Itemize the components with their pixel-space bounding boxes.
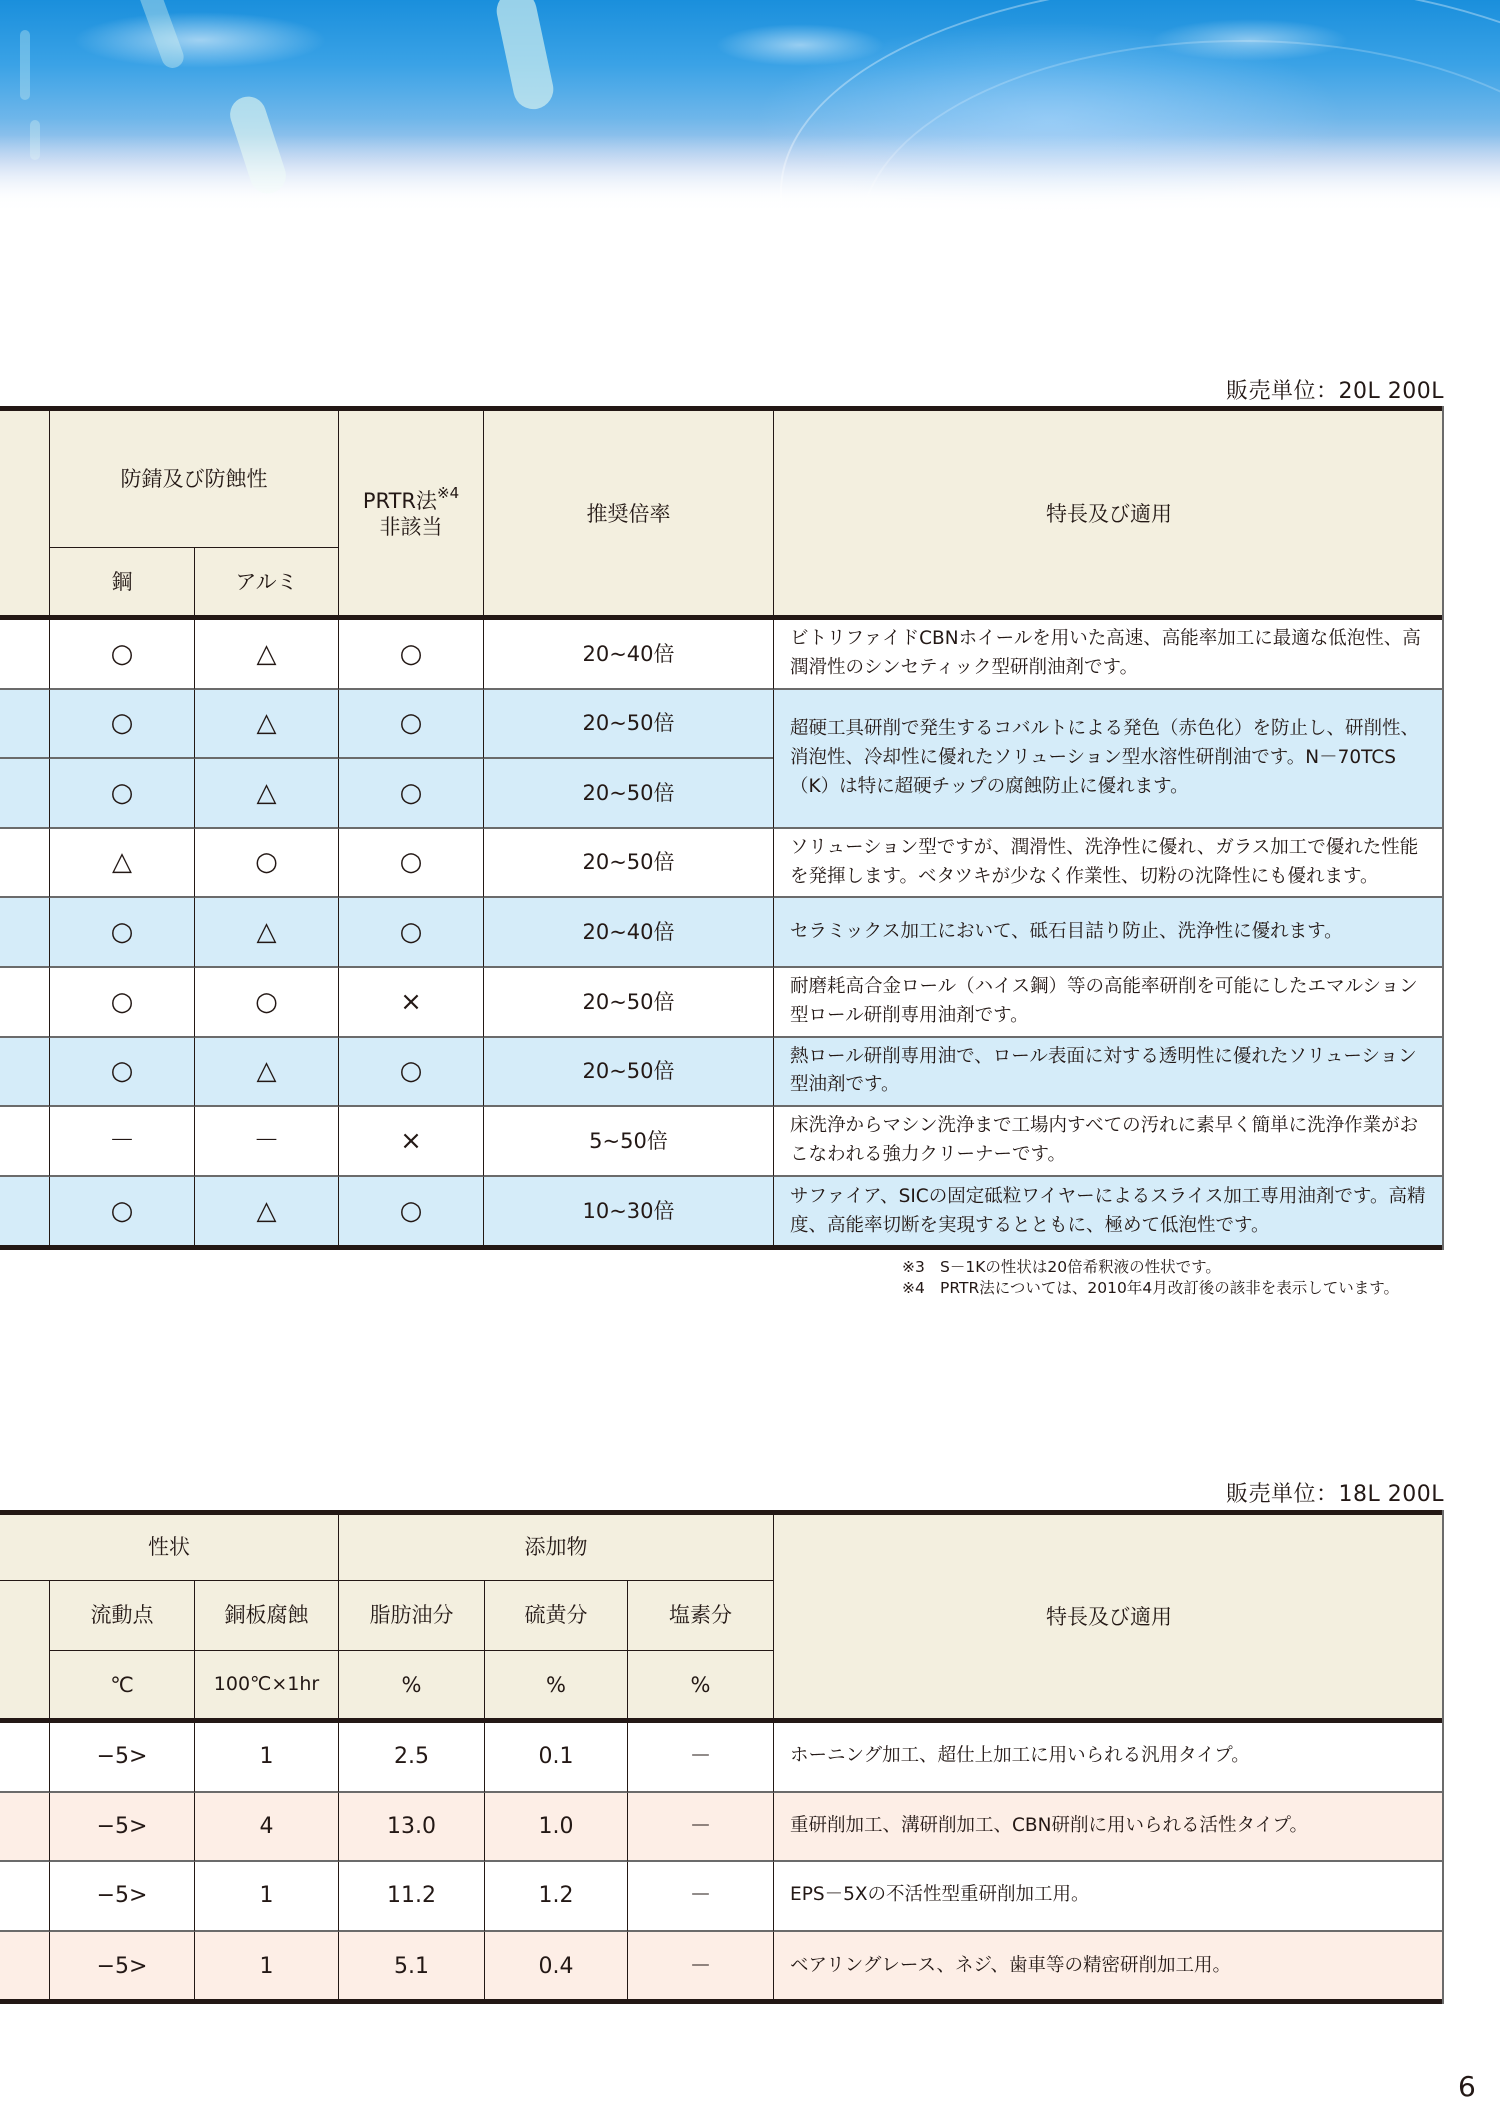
feature-description: 超硬工具研削で発生するコバルトによる発色（赤色化）を防止し、研削性、消泡性、冷却性に優れたソリューション型水溶性研削油です。N－70TCS（K）は特に超硬チップの腐蝕防止に優れます。	[773, 690, 1442, 829]
header-fatty-oil: 脂肪油分	[338, 1581, 484, 1651]
feature-description: EPS－5Xの不活性型重研削加工用。	[773, 1862, 1442, 1932]
sales-unit-label-2: 販売単位：18L 200L	[1226, 1482, 1444, 1507]
header-dilution: 推奨倍率	[483, 411, 773, 617]
feature-description: 重研削加工、溝研削加工、CBN研削に用いられる活性タイプ。	[773, 1793, 1442, 1863]
prtr-rating: ○	[338, 829, 483, 899]
feature-description: ホーニング加工、超仕上加工に用いられる汎用タイプ。	[773, 1723, 1442, 1793]
copper-corrosion-value: 4	[194, 1793, 338, 1863]
dilution-ratio: 20~50倍	[483, 759, 773, 829]
prtr-label: PRTR法	[362, 488, 438, 513]
aluminum-rating: ○	[194, 968, 338, 1038]
sulfur-value: 1.2	[484, 1862, 627, 1932]
pour-point-value: −5>	[49, 1793, 194, 1863]
prtr-rating: ○	[338, 1177, 483, 1247]
prtr-rating: ○	[338, 690, 483, 760]
aluminum-rating: △	[194, 690, 338, 760]
feature-description: セラミックス加工において、砥石目詰り防止、洗浄性に優れます。	[773, 898, 1442, 968]
copper-corrosion-value: 1	[194, 1723, 338, 1793]
header-properties: 性状	[0, 1515, 338, 1581]
dilution-ratio: 5~50倍	[483, 1107, 773, 1177]
header-aluminum: アルミ	[194, 548, 338, 617]
unit-pour-point: ℃	[49, 1651, 194, 1719]
feature-description: 耐磨耗高合金ロール（ハイス鋼）等の高能率研削を可能にしたエマルション型ロール研削専用油剤です。	[773, 968, 1442, 1038]
fatty-oil-value: 2.5	[338, 1723, 484, 1793]
cropped-cell	[0, 1862, 49, 1932]
aluminum-rating: △	[194, 759, 338, 829]
aluminum-rating: △	[194, 1038, 338, 1108]
footnote-4: ※4 PRTR法については、2010年4月改訂後の該非を表示しています。	[902, 1279, 1399, 1297]
table2-right-border	[1442, 1510, 1444, 2004]
dilution-ratio: 20~40倍	[483, 620, 773, 690]
prtr-rating: ○	[338, 759, 483, 829]
aluminum-rating: △	[194, 898, 338, 968]
fatty-oil-value: 11.2	[338, 1862, 484, 1932]
feature-description: ベアリングレース、ネジ、歯車等の精密研削加工用。	[773, 1932, 1442, 2002]
header-chlorine: 塩素分	[627, 1581, 773, 1651]
sales-unit-label: 販売単位：20L 200L	[1226, 379, 1444, 404]
header-anticorrosion: 防錆及び防蝕性	[49, 411, 338, 548]
sulfur-value: 1.0	[484, 1793, 627, 1863]
cropped-cell	[0, 1723, 49, 1793]
header-pour-point: 流動点	[49, 1581, 194, 1651]
cropped-cell	[0, 1932, 49, 2002]
unit-chlorine: %	[627, 1651, 773, 1719]
chlorine-value: －	[627, 1932, 773, 2002]
table2-bottom-rule	[0, 1999, 1444, 2004]
copper-corrosion-value: 1	[194, 1862, 338, 1932]
steel-rating: ○	[49, 1038, 194, 1108]
prtr-rating: ×	[338, 1107, 483, 1177]
header-additives: 添加物	[338, 1515, 773, 1581]
steel-rating: ○	[49, 968, 194, 1038]
copper-corrosion-value: 1	[194, 1932, 338, 2002]
steel-rating: △	[49, 829, 194, 899]
cropped-cell	[0, 1793, 49, 1863]
steel-rating: －	[49, 1107, 194, 1177]
steel-rating: ○	[49, 759, 194, 829]
dilution-ratio: 20~40倍	[483, 898, 773, 968]
prtr-rating: ○	[338, 1038, 483, 1108]
prtr-sublabel: 非該当	[379, 515, 443, 539]
feature-description: 熱ロール研削専用油で、ロール表面に対する透明性に優れたソリューション型油剤です。	[773, 1038, 1442, 1108]
pour-point-value: −5>	[49, 1932, 194, 2002]
aluminum-rating: －	[194, 1107, 338, 1177]
unit-sulfur: %	[484, 1651, 627, 1719]
dilution-ratio: 20~50倍	[483, 968, 773, 1038]
footnote-3: ※3 S－1Kの性状は20倍希釈液の性状です。	[902, 1258, 1221, 1276]
header-features-2: 特長及び適用	[773, 1515, 1444, 1719]
feature-description: サファイア、SICの固定砥粒ワイヤーによるスライス加工専用油剤です。高精度、高能率切断を実現するとともに、極めて低泡性です。	[773, 1177, 1442, 1247]
chlorine-value: －	[627, 1793, 773, 1863]
feature-description: ソリューション型ですが、潤滑性、洗浄性に優れ、ガラス加工で優れた性能を発揮します。ベタツキが少なく作業性、切粉の沈降性にも優れます。	[773, 829, 1442, 899]
fatty-oil-value: 5.1	[338, 1932, 484, 2002]
feature-description: 床洗浄からマシン洗浄まで工場内すべての汚れに素早く簡単に洗浄作業がおこなわれる強力クリーナーです。	[773, 1107, 1442, 1177]
dilution-ratio: 20~50倍	[483, 829, 773, 899]
header-copper-corrosion: 銅板腐蝕	[194, 1581, 338, 1651]
dilution-ratio: 10~30倍	[483, 1177, 773, 1247]
pour-point-value: −5>	[49, 1862, 194, 1932]
aluminum-rating: ○	[194, 829, 338, 899]
steel-rating: ○	[49, 1177, 194, 1247]
fatty-oil-value: 13.0	[338, 1793, 484, 1863]
prtr-footnote-ref: ※4	[437, 483, 460, 502]
header-sulfur: 硫黄分	[484, 1581, 627, 1651]
page-number: 6	[1458, 2070, 1476, 2103]
sulfur-value: 0.1	[484, 1723, 627, 1793]
steel-rating: ○	[49, 620, 194, 690]
chlorine-value: －	[627, 1862, 773, 1932]
feature-description: ビトリファイドCBNホイールを用いた高速、高能率加工に最適な低泡性、高潤滑性のシンセティック型研削油剤です。	[773, 620, 1442, 690]
prtr-rating: ○	[338, 898, 483, 968]
chlorine-value: －	[627, 1723, 773, 1793]
pour-point-value: −5>	[49, 1723, 194, 1793]
prtr-rating: ×	[338, 968, 483, 1038]
dilution-ratio: 20~50倍	[483, 1038, 773, 1108]
unit-fatty-oil: %	[338, 1651, 484, 1719]
dilution-ratio: 20~50倍	[483, 690, 773, 760]
aluminum-rating: △	[194, 1177, 338, 1247]
steel-rating: ○	[49, 898, 194, 968]
aluminum-rating: △	[194, 620, 338, 690]
prtr-rating: ○	[338, 620, 483, 690]
sulfur-value: 0.4	[484, 1932, 627, 2002]
header-features: 特長及び適用	[773, 411, 1444, 617]
header-steel: 鋼	[49, 548, 194, 617]
steel-rating: ○	[49, 690, 194, 760]
header-cropped-column-2	[0, 1581, 49, 1719]
unit-copper-corrosion: 100℃×1hr	[194, 1651, 338, 1719]
